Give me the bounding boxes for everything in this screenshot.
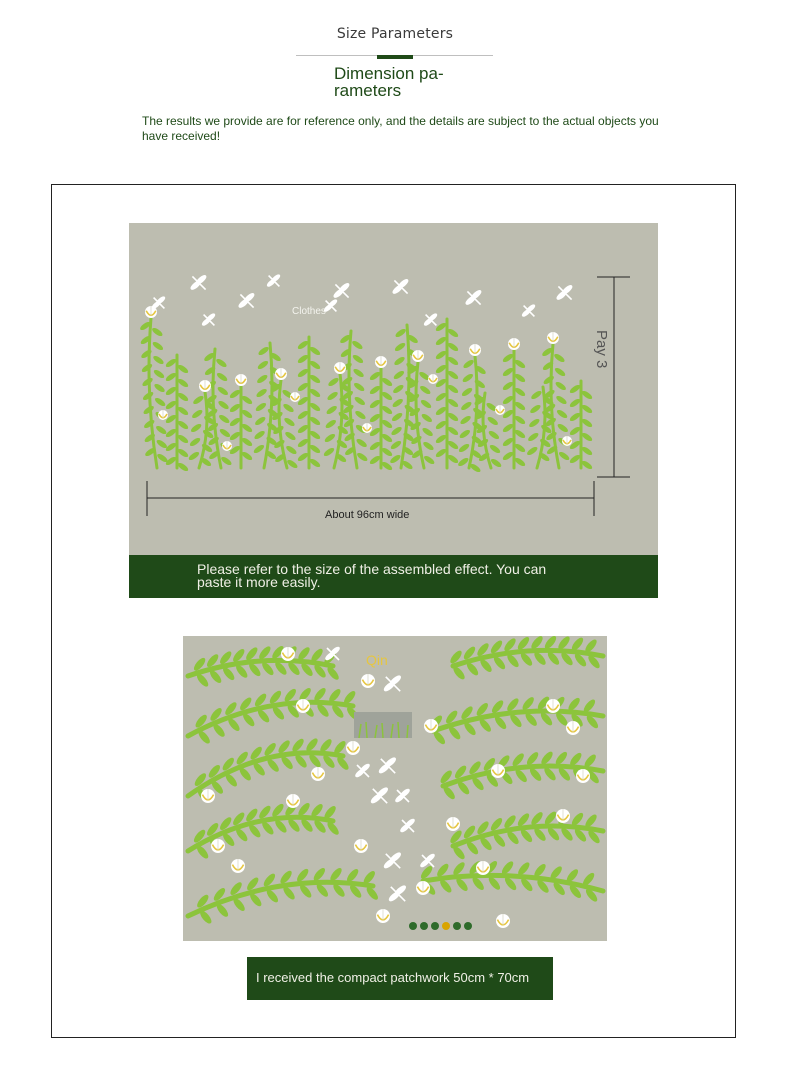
caption-assembled bbox=[129, 555, 658, 598]
dragonfly-icon bbox=[370, 787, 388, 804]
flower-icon bbox=[311, 767, 325, 781]
flower-icon bbox=[566, 721, 580, 735]
section-title: Size Parameters bbox=[336, 26, 454, 42]
flower-icon bbox=[424, 719, 438, 733]
flower-icon bbox=[416, 881, 430, 895]
sticker-label-qin: Qin bbox=[366, 652, 388, 668]
flower-icon bbox=[231, 859, 245, 873]
certification-badges bbox=[409, 922, 472, 930]
dragonfly-icon bbox=[400, 818, 415, 832]
section-subtitle: Dimension pa- rameters bbox=[334, 64, 444, 100]
dragonfly-icon bbox=[420, 853, 435, 867]
dragonfly-icon bbox=[395, 788, 410, 802]
flower-icon bbox=[354, 839, 368, 853]
height-label: Pay 3 bbox=[593, 330, 610, 369]
flower-icon bbox=[576, 769, 590, 783]
dragonfly-icon bbox=[383, 852, 401, 869]
flower-icon bbox=[296, 699, 310, 713]
flower-icon bbox=[346, 741, 360, 755]
flower-icon bbox=[496, 914, 510, 928]
dragonfly-icon bbox=[388, 885, 406, 902]
flower-icon bbox=[476, 861, 490, 875]
product-image-sheet bbox=[183, 636, 607, 941]
caption-assembled-text: Please refer to the size of the assembled effect. You can paste it more easily. bbox=[197, 561, 547, 590]
flower-icon bbox=[201, 789, 215, 803]
flower-icon bbox=[491, 764, 505, 778]
width-label: About 96cm wide bbox=[325, 509, 410, 521]
sticker-label: Clothes bbox=[292, 306, 326, 317]
dragonfly-icon bbox=[383, 675, 401, 692]
caption-sheet bbox=[247, 957, 553, 1000]
dragonfly-icon bbox=[355, 763, 370, 777]
flower-icon bbox=[376, 909, 390, 923]
flower-icon bbox=[281, 647, 295, 661]
dragonfly-icon bbox=[378, 757, 396, 774]
flower-icon bbox=[546, 699, 560, 713]
flower-icon bbox=[286, 794, 300, 808]
caption-sheet-text: I received the compact patchwork 50cm * 70cm bbox=[256, 970, 530, 985]
sheet-illustration bbox=[183, 636, 607, 941]
flower-icon bbox=[446, 817, 460, 831]
flower-icon bbox=[211, 839, 225, 853]
flower-icon bbox=[556, 809, 570, 823]
flower-icon bbox=[361, 674, 375, 688]
disclaimer-note: The results we provide are for reference only, and the details are subject to the actual objects you have received! bbox=[142, 114, 659, 143]
